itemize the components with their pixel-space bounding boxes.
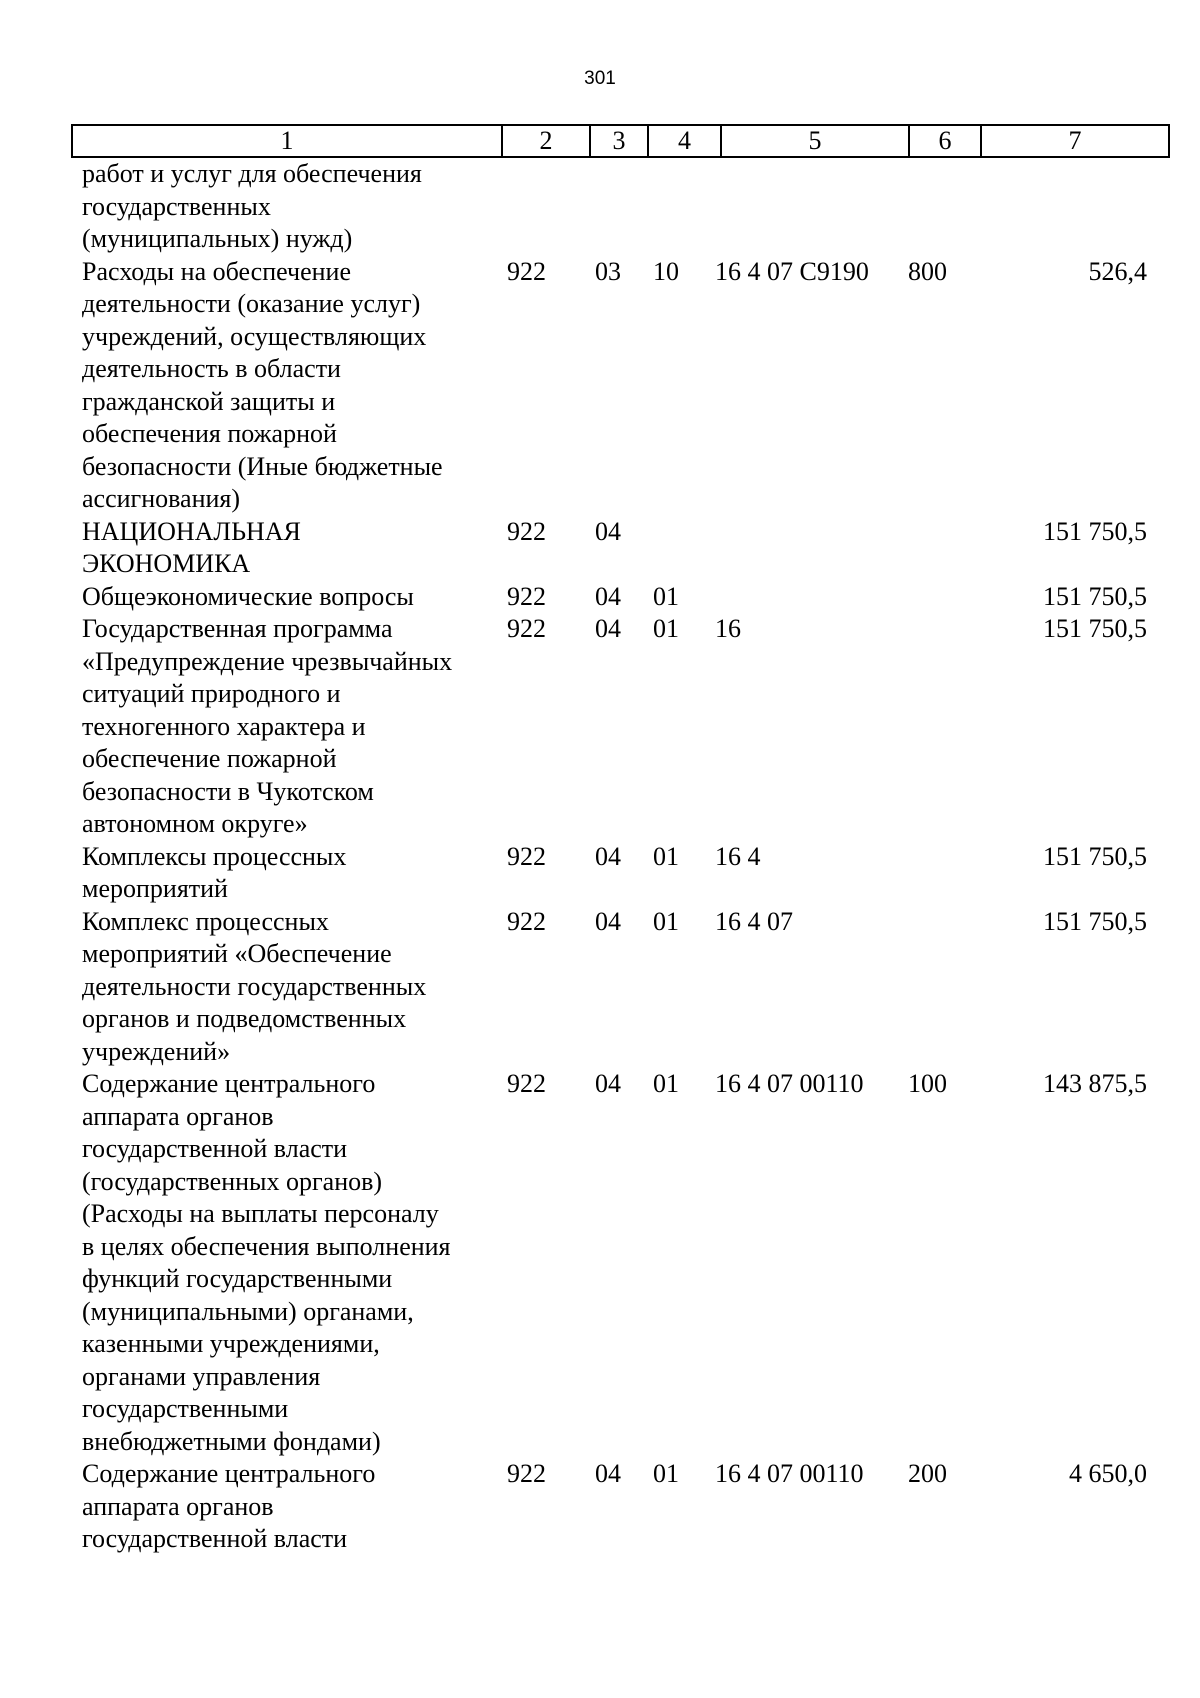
description-line: внебюджетными фондами) <box>82 1426 381 1456</box>
description-line: Комплексы процессных <box>82 841 347 871</box>
table-row <box>0 581 1200 614</box>
description-line: мероприятий <box>82 874 228 903</box>
subsection-code: 10 <box>653 256 679 286</box>
description-line: ситуаций природного и <box>82 679 341 708</box>
description-line: (Расходы на выплаты персоналу <box>82 1199 439 1228</box>
description-line: государственными <box>82 1394 289 1423</box>
section-code: 04 <box>595 841 621 871</box>
target-article-code: 16 4 07 <box>715 906 793 936</box>
grbs-code: 922 <box>507 581 546 611</box>
description-line: безопасности в Чукотском <box>82 776 374 806</box>
amount: 151 750,5 <box>1043 516 1147 546</box>
description-line: функций государственными <box>82 1264 393 1293</box>
description-line: техногенного характера и <box>82 711 366 741</box>
description-line: деятельности (оказание услуг) <box>82 289 421 318</box>
subsection-code: 01 <box>653 1069 679 1098</box>
row-description <box>82 1458 502 1556</box>
amount: 4 650,0 <box>1069 1459 1147 1488</box>
grbs-code: 922 <box>507 516 546 546</box>
description-line: аппарата органов <box>82 1491 274 1521</box>
section-code: 04 <box>595 1069 621 1098</box>
grbs-code: 922 <box>507 614 546 643</box>
description-line: учреждений, осуществляющих <box>82 321 427 351</box>
description-line: НАЦИОНАЛЬНАЯ <box>82 516 301 546</box>
table-row <box>0 256 1200 516</box>
description-line: государственной власти <box>82 1524 348 1553</box>
target-article-code: 16 4 07 С9190 <box>715 256 869 286</box>
description-line: Содержание центрального <box>82 1069 376 1098</box>
target-article-code: 16 4 07 00110 <box>715 1069 864 1098</box>
subsection-code: 01 <box>653 581 679 611</box>
grbs-code: 922 <box>507 1459 546 1488</box>
column-header-7: 7 <box>981 125 1169 157</box>
subsection-code: 01 <box>653 841 679 871</box>
description-line: гражданской защиты и <box>82 386 336 416</box>
column-header-row <box>72 125 1169 157</box>
column-header-1: 1 <box>72 125 502 157</box>
row-description <box>82 841 502 906</box>
description-line: государственных <box>82 191 271 221</box>
grbs-code: 922 <box>507 1069 546 1098</box>
description-line: (муниципальных) нужд) <box>82 224 353 253</box>
description-line: деятельности государственных <box>82 971 427 1001</box>
table-row <box>0 841 1200 906</box>
column-header-5: 5 <box>721 125 909 157</box>
expense-type-code: 100 <box>908 1069 947 1098</box>
description-line: казенными учреждениями, <box>82 1329 380 1358</box>
amount: 151 750,5 <box>1043 581 1147 611</box>
description-line: обеспечения пожарной <box>82 419 337 448</box>
amount: 151 750,5 <box>1043 841 1147 871</box>
description-line: безопасности (Иные бюджетные <box>82 451 443 481</box>
description-line: ЭКОНОМИКА <box>82 549 251 578</box>
expense-type-code: 800 <box>908 256 947 286</box>
description-line: органов и подведомственных <box>82 1004 407 1033</box>
row-description <box>82 1068 502 1458</box>
section-code: 03 <box>595 256 621 286</box>
table-row <box>0 613 1200 841</box>
column-header-table <box>71 124 1170 158</box>
description-line: (государственных органов) <box>82 1166 383 1196</box>
amount: 151 750,5 <box>1043 614 1147 643</box>
target-article-code: 16 4 <box>715 841 761 871</box>
section-code: 04 <box>595 614 621 643</box>
amount: 143 875,5 <box>1043 1069 1147 1098</box>
target-article-code: 16 4 07 00110 <box>715 1459 864 1488</box>
section-code: 04 <box>595 516 621 546</box>
table-row <box>0 158 1200 256</box>
description-line: аппарата органов <box>82 1101 274 1131</box>
description-line: ассигнования) <box>82 484 241 513</box>
row-description <box>82 256 502 516</box>
table-row <box>0 1068 1200 1458</box>
description-line: учреждений» <box>82 1036 231 1066</box>
description-line: Общеэкономические вопросы <box>82 581 414 611</box>
description-line: «Предупреждение чрезвычайных <box>82 646 453 676</box>
subsection-code: 01 <box>653 1459 679 1488</box>
column-header-6: 6 <box>909 125 981 157</box>
row-description <box>82 906 502 1069</box>
grbs-code: 922 <box>507 906 546 936</box>
description-line: (муниципальными) органами, <box>82 1296 414 1326</box>
grbs-code: 922 <box>507 841 546 871</box>
table-row <box>0 906 1200 1069</box>
budget-table-body <box>0 158 1200 1556</box>
table-row <box>0 516 1200 581</box>
table-row <box>0 1458 1200 1556</box>
page-number: 301 <box>584 68 616 89</box>
description-line: органами управления <box>82 1361 321 1391</box>
description-line: Комплекс процессных <box>82 906 329 936</box>
section-code: 04 <box>595 906 621 936</box>
subsection-code: 01 <box>653 906 679 936</box>
row-description <box>82 158 502 256</box>
subsection-code: 01 <box>653 614 679 643</box>
description-line: Расходы на обеспечение <box>82 256 352 286</box>
description-line: автономном округе» <box>82 809 308 838</box>
column-header-2: 2 <box>502 125 590 157</box>
description-line: деятельность в области <box>82 354 341 383</box>
description-line: обеспечение пожарной <box>82 744 337 773</box>
description-line: государственной власти <box>82 1134 348 1163</box>
amount: 526,4 <box>1088 256 1147 286</box>
description-line: мероприятий «Обеспечение <box>82 939 392 968</box>
row-description <box>82 516 502 581</box>
target-article-code: 16 <box>715 614 741 643</box>
description-line: Содержание центрального <box>82 1459 376 1488</box>
description-line: работ и услуг для обеспечения <box>82 159 422 188</box>
amount: 151 750,5 <box>1043 906 1147 936</box>
section-code: 04 <box>595 1459 621 1488</box>
description-line: Государственная программа <box>82 614 393 643</box>
row-description <box>82 581 502 614</box>
description-line: в целях обеспечения выполнения <box>82 1231 451 1261</box>
grbs-code: 922 <box>507 256 546 286</box>
expense-type-code: 200 <box>908 1459 947 1488</box>
column-header-3: 3 <box>590 125 648 157</box>
row-description <box>82 613 502 841</box>
column-header-4: 4 <box>648 125 721 157</box>
section-code: 04 <box>595 581 621 611</box>
